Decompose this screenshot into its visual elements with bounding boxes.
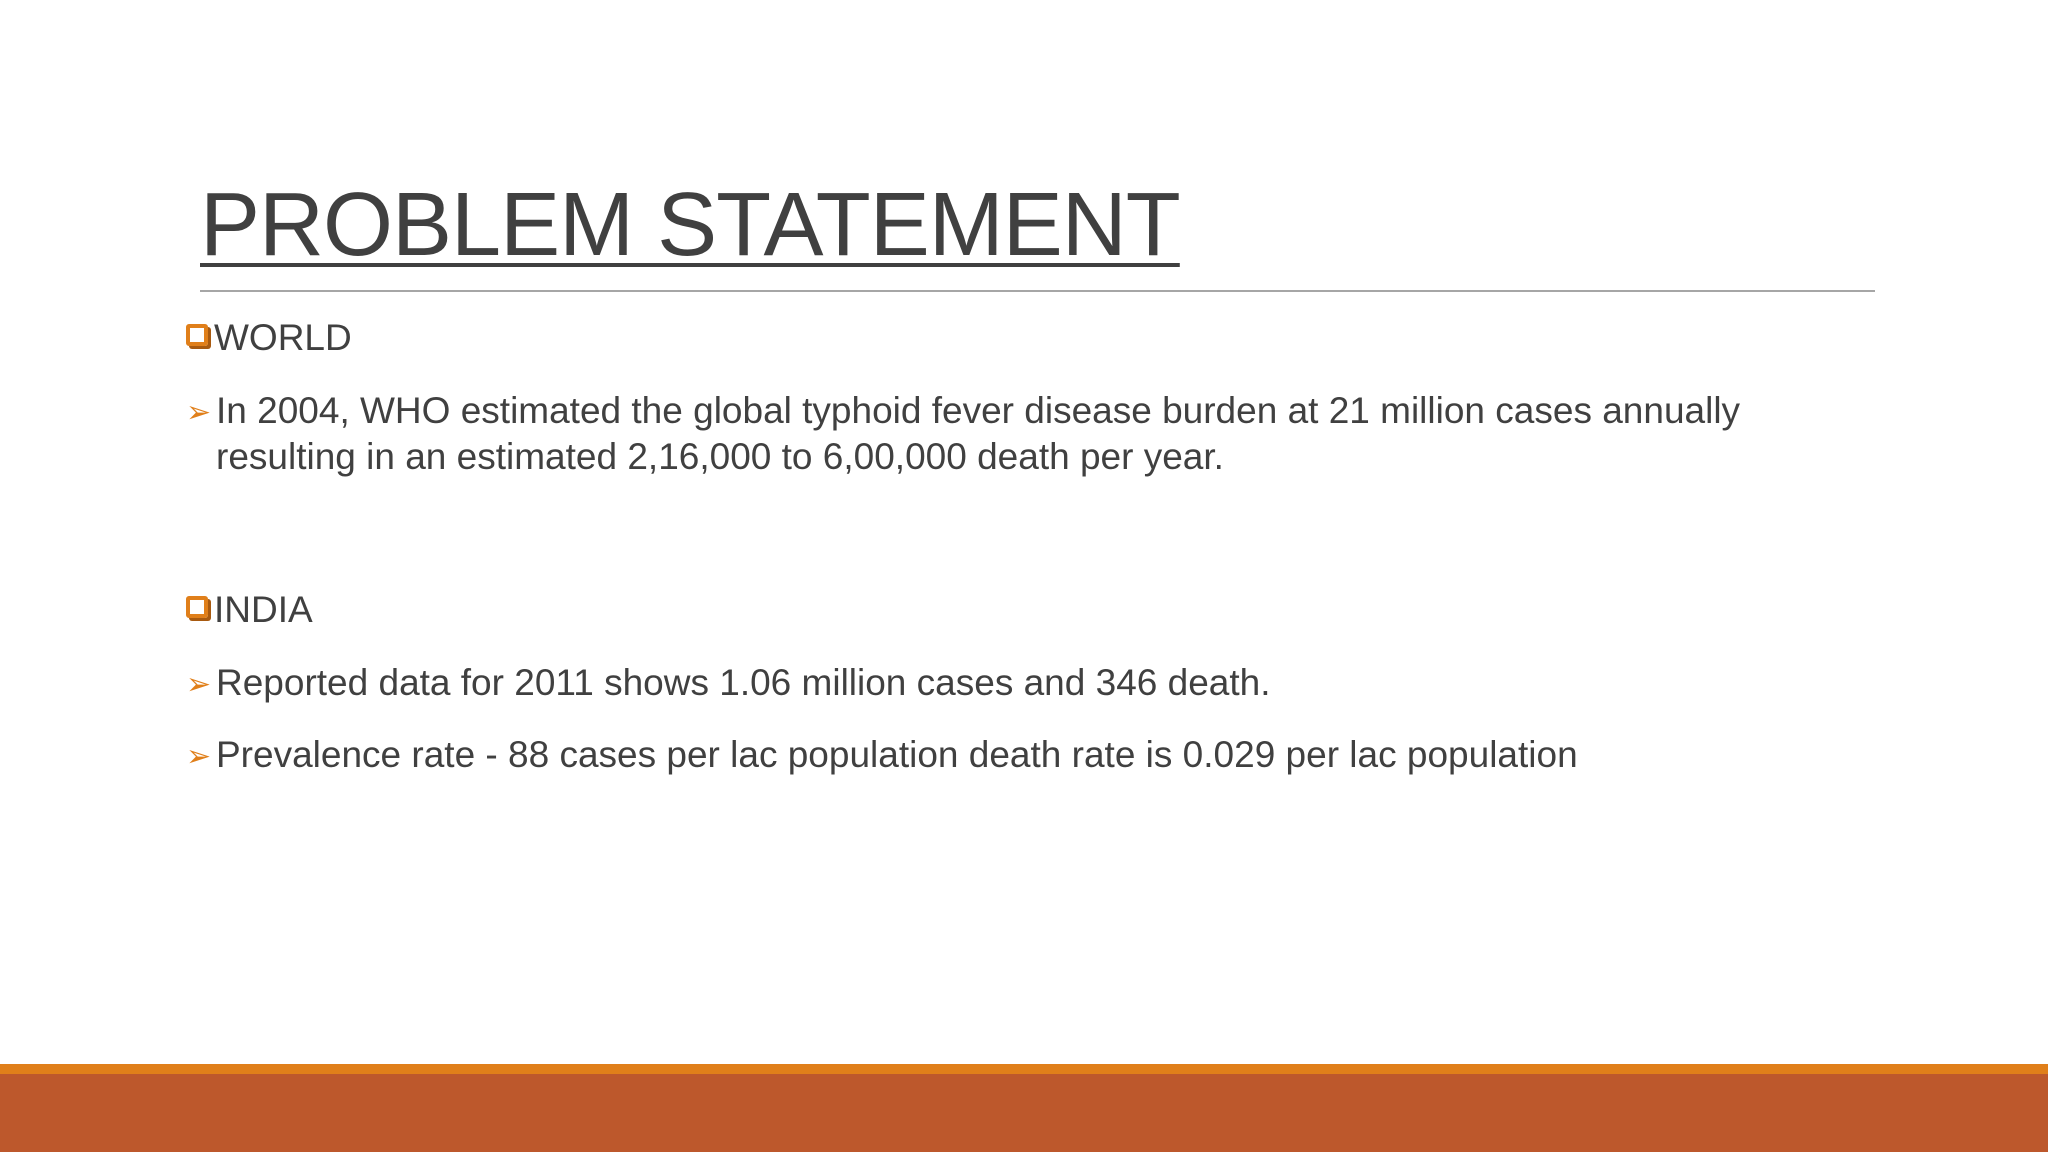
slide-content (186, 312, 1886, 780)
section-heading-label: INDIA (214, 589, 313, 630)
arrow-bullet-icon: ➢ (186, 667, 212, 702)
bullet-text: In 2004, WHO estimated the global typhoid fever disease burden at 21 million cases annually resulting in an estimated 2,16,000 to 6,00,000 death per year. (216, 390, 1741, 477)
title-divider (200, 290, 1875, 292)
footer-band (0, 1074, 2048, 1152)
bullet-text: Reported data for 2011 shows 1.06 million cases and 346 death. (216, 662, 1271, 703)
footer-accent-stripe (0, 1064, 2048, 1074)
bullet-item (186, 660, 1886, 708)
arrow-bullet-icon: ➢ (186, 395, 212, 430)
bullet-item (186, 732, 1886, 780)
arrow-bullet-icon: ➢ (186, 739, 212, 774)
section-heading (186, 312, 1886, 364)
section-heading-label: WORLD (214, 317, 352, 358)
checkbox-icon (186, 596, 208, 618)
section-india (186, 584, 1886, 780)
slide-title: PROBLEM STATEMENT (200, 175, 1180, 275)
bullet-text: Prevalence rate - 88 cases per lac population death rate is 0.029 per lac population (216, 734, 1578, 775)
checkbox-icon (186, 324, 208, 346)
section-world (186, 312, 1886, 480)
bullet-item (186, 388, 1886, 480)
section-heading (186, 584, 1886, 636)
